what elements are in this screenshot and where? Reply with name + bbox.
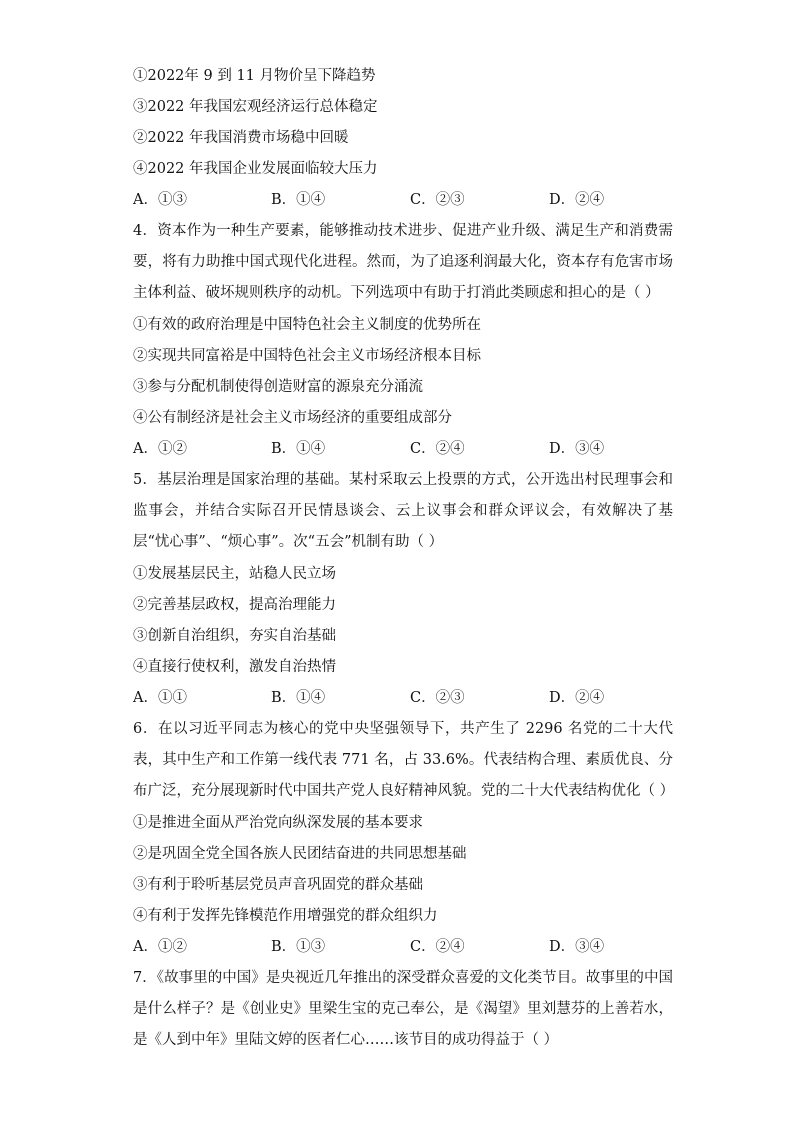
q3-statement-3: ③2022 年我国宏观经济运行总体稳定	[133, 99, 378, 115]
q5-statement-4: ④直接行使权利，激发自治热情	[133, 659, 336, 675]
q6-statement-2: ②是巩固全党全国各族人民团结奋进的共同思想基础	[133, 846, 467, 862]
q3-statement-2: ②2022 年我国消费市场稳中回暖	[133, 130, 349, 146]
q5-statement-2: ②完善基层政权，提高治理能力	[133, 597, 336, 613]
q6-stem: 6．在以习近平同志为核心的党中央坚强领导下，共产生了 2296 名党的二十大代表，其中生产和工作第一线代表 771 名，占 33.6%。代表结构合理、素质优良、分布广泛，充分展现新时代中国共产党人良好精神风貌。党的二十大代表结构优化（ ）	[133, 721, 675, 799]
q4-statement-2: ②实现共同富裕是中国特色社会主义市场经济根本目标	[133, 348, 481, 364]
q6-statement-4: ④有利于发挥先锋模范作用增强党的群众组织力	[133, 908, 438, 924]
q5-statement-3: ③创新自治组织，夯实自治基础	[133, 628, 336, 644]
q4-option-b[interactable]: B．①④	[271, 441, 326, 457]
q6-option-a[interactable]: A．①②	[133, 939, 187, 955]
q5-option-c[interactable]: C．②③	[410, 690, 465, 706]
q5-option-a[interactable]: A．①①	[133, 690, 187, 706]
q3-option-d[interactable]: D．②④	[549, 192, 605, 208]
q3-option-a[interactable]: A．①③	[133, 192, 187, 208]
q6-option-b[interactable]: B．①③	[271, 939, 326, 955]
q6-option-c[interactable]: C．②④	[410, 939, 465, 955]
q5-option-b[interactable]: B．①④	[271, 690, 326, 706]
q5-statement-1: ①发展基层民主，站稳人民立场	[133, 566, 336, 582]
q4-option-c[interactable]: C．②④	[410, 441, 465, 457]
q4-option-a[interactable]: A．①②	[133, 441, 187, 457]
q4-statement-1: ①有效的政府治理是中国特色社会主义制度的优势所在	[133, 317, 481, 333]
q6-statement-3: ③有利于聆听基层党员声音巩固党的群众基础	[133, 877, 423, 893]
q5-option-d[interactable]: D．②④	[549, 690, 605, 706]
q3-option-b[interactable]: B．①④	[271, 192, 326, 208]
q4-statement-4: ④公有制经济是社会主义市场经济的重要组成部分	[133, 410, 452, 426]
q4-statement-3: ③参与分配机制使得创造财富的源泉充分涌流	[133, 379, 423, 395]
q3-statement-4: ④2022 年我国企业发展面临较大压力	[133, 161, 378, 177]
q7-stem: 7．《故事里的中国》是央视近几年推出的深受群众喜爱的文化类节目。故事里的中国是什么样子？是《创业史》里梁生宝的克己奉公，是《渴望》里刘慧芬的上善若水，是《人到中年》里陆文婷的医者仁心……该节目的成功得益于（ ）	[133, 970, 673, 1048]
q6-option-d[interactable]: D．③④	[549, 939, 605, 955]
q6-statement-1: ①是推进全面从严治党向纵深发展的基本要求	[133, 815, 423, 831]
q5-stem: 5．基层治理是国家治理的基础。某村采取云上投票的方式，公开选出村民理事会和监事会，并结合实际召开民情恳谈会、云上议事会和群众评议会，有效解决了基层“忧心事”、“烦心事”。次“五会”机制有助（ ）	[133, 472, 673, 550]
q3-statement-1: ①2022年 9 到 11 月物价呈下降趋势	[133, 68, 376, 84]
q3-option-c[interactable]: C．②③	[410, 192, 465, 208]
q4-option-d[interactable]: D．③④	[549, 441, 605, 457]
q4-stem: 4．资本作为一种生产要素，能够推动技术进步、促进产业升级、满足生产和消费需要，将有力助推中国式现代化进程。然而，为了追逐利润最大化，资本存有危害市场主体利益、破坏规则秩序的动机。下列选项中有助于打消此类顾虑和担心的是（ ）	[133, 223, 673, 301]
